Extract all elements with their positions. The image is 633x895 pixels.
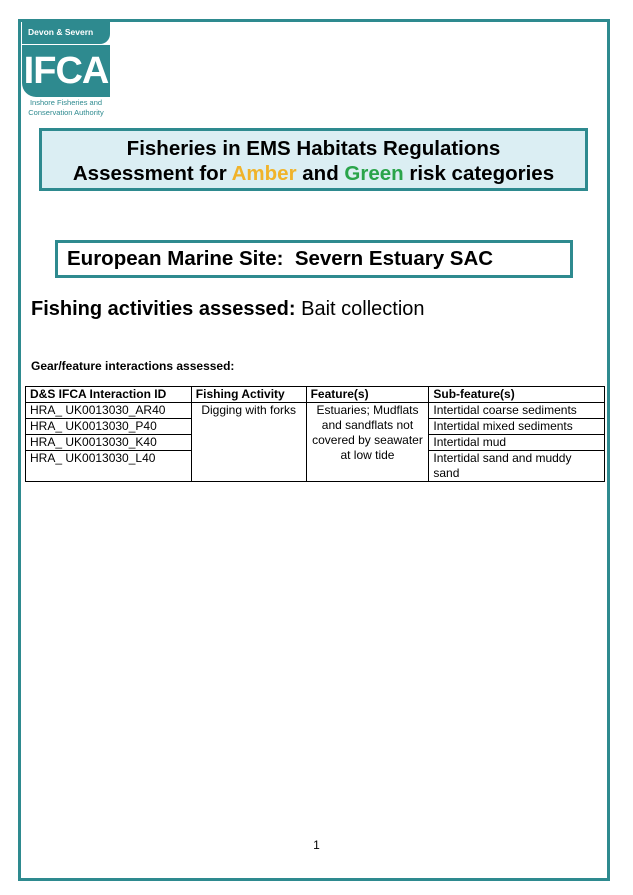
header-sub-features: Sub-feature(s) — [429, 387, 605, 403]
title-prefix: Assessment for — [72, 162, 227, 185]
interaction-id: HRA_ UK0013030_P40 — [26, 419, 192, 435]
logo-tag: Devon & Severn — [22, 22, 110, 44]
site-label: European Marine Site: Severn Estuary SAC — [55, 240, 573, 278]
interaction-id: HRA_ UK0013030_L40 — [26, 451, 192, 482]
ifca-logo — [20, 22, 112, 120]
page-number: 1 — [313, 838, 320, 852]
activities-value: Bait collection — [301, 298, 425, 320]
header-interaction-id: D&S IFCA Interaction ID — [26, 387, 192, 403]
fishing-activity: Digging with forks — [191, 403, 306, 482]
logo-mark: IFCA — [22, 45, 110, 97]
interaction-id: HRA_ UK0013030_K40 — [26, 435, 192, 451]
table-header-row — [26, 387, 605, 403]
sub-feature: Intertidal sand and muddy sand — [429, 451, 605, 482]
title-and: and — [302, 162, 339, 185]
amber-label: Amber — [231, 162, 297, 185]
interactions-heading: Gear/feature interactions assessed: — [31, 359, 235, 373]
feature: Estuaries; Mudflats and sandflats not covered by seawater at low tide — [306, 403, 429, 482]
green-label: Green — [344, 162, 404, 185]
interaction-id: HRA_ UK0013030_AR40 — [26, 403, 192, 419]
sub-feature: Intertidal coarse sediments — [429, 403, 605, 419]
title-line-2 — [42, 161, 585, 186]
table-row — [26, 403, 605, 419]
document-title — [39, 128, 588, 191]
header-features: Feature(s) — [306, 387, 429, 403]
header-fishing-activity: Fishing Activity — [191, 387, 306, 403]
activities-assessed — [31, 296, 425, 322]
sub-feature: Intertidal mixed sediments — [429, 419, 605, 435]
logo-subtitle: Inshore Fisheries and Conservation Authority — [28, 98, 104, 117]
interactions-table — [25, 386, 605, 482]
title-line-1: Fisheries in EMS Habitats Regulations — [126, 137, 501, 160]
sub-feature: Intertidal mud — [429, 435, 605, 451]
activities-label: Fishing activities assessed: — [31, 298, 296, 320]
title-suffix: risk categories — [409, 162, 555, 185]
